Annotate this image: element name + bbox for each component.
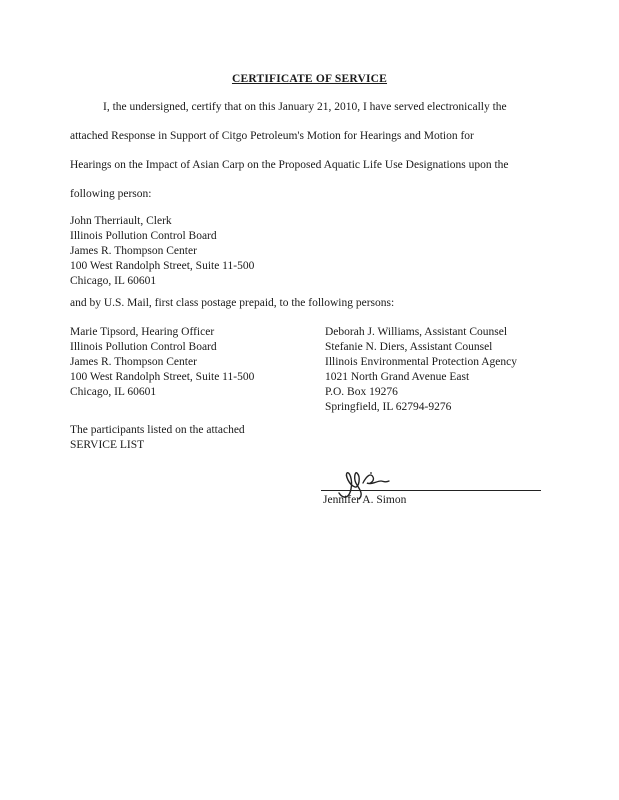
note-line: SERVICE LIST [70,439,145,451]
signer-name: Jennifer A. Simon [323,494,407,506]
address-line: 1021 North Grand Avenue East [325,371,470,383]
address-line: Chicago, IL 60601 [70,275,157,287]
address-line: P.O. Box 19276 [325,386,398,398]
address-line: 100 West Randolph Street, Suite 11-500 [70,260,255,272]
address-line: Stefanie N. Diers, Assistant Counsel [325,341,493,353]
participants-note [70,423,245,453]
address-line: John Therriault, Clerk [70,215,172,227]
signature-line [321,490,541,491]
address-line: Illinois Pollution Control Board [70,341,217,353]
address-line: Marie Tipsord, Hearing Officer [70,326,215,338]
body-line: following person: [70,188,152,200]
address-line: Springfield, IL 62794-9276 [325,401,452,413]
body-line: I, the undersigned, certify that on this January 21, 2010, I have served electronically the [103,101,507,113]
address-line: Illinois Environmental Protection Agency [325,356,517,368]
recipient-right-address [325,325,517,415]
note-line: The participants listed on the attached [70,424,245,436]
mail-intro: and by U.S. Mail, first class postage prepaid, to the following persons: [70,297,395,309]
body-line: attached Response in Support of Citgo Petroleum's Motion for Hearings and Motion for [70,130,474,142]
address-line: Illinois Pollution Control Board [70,230,217,242]
address-line: Deborah J. Williams, Assistant Counsel [325,326,508,338]
primary-recipient-address [70,214,254,289]
address-line: 100 West Randolph Street, Suite 11-500 [70,371,255,383]
address-line: James R. Thompson Center [70,356,197,368]
address-line: Chicago, IL 60601 [70,386,157,398]
recipient-left-address [70,325,254,400]
address-line: James R. Thompson Center [70,245,197,257]
document-title: CERTIFICATE OF SERVICE [231,73,388,85]
body-line: Hearings on the Impact of Asian Carp on the Proposed Aquatic Life Use Designations upon the [70,159,509,171]
